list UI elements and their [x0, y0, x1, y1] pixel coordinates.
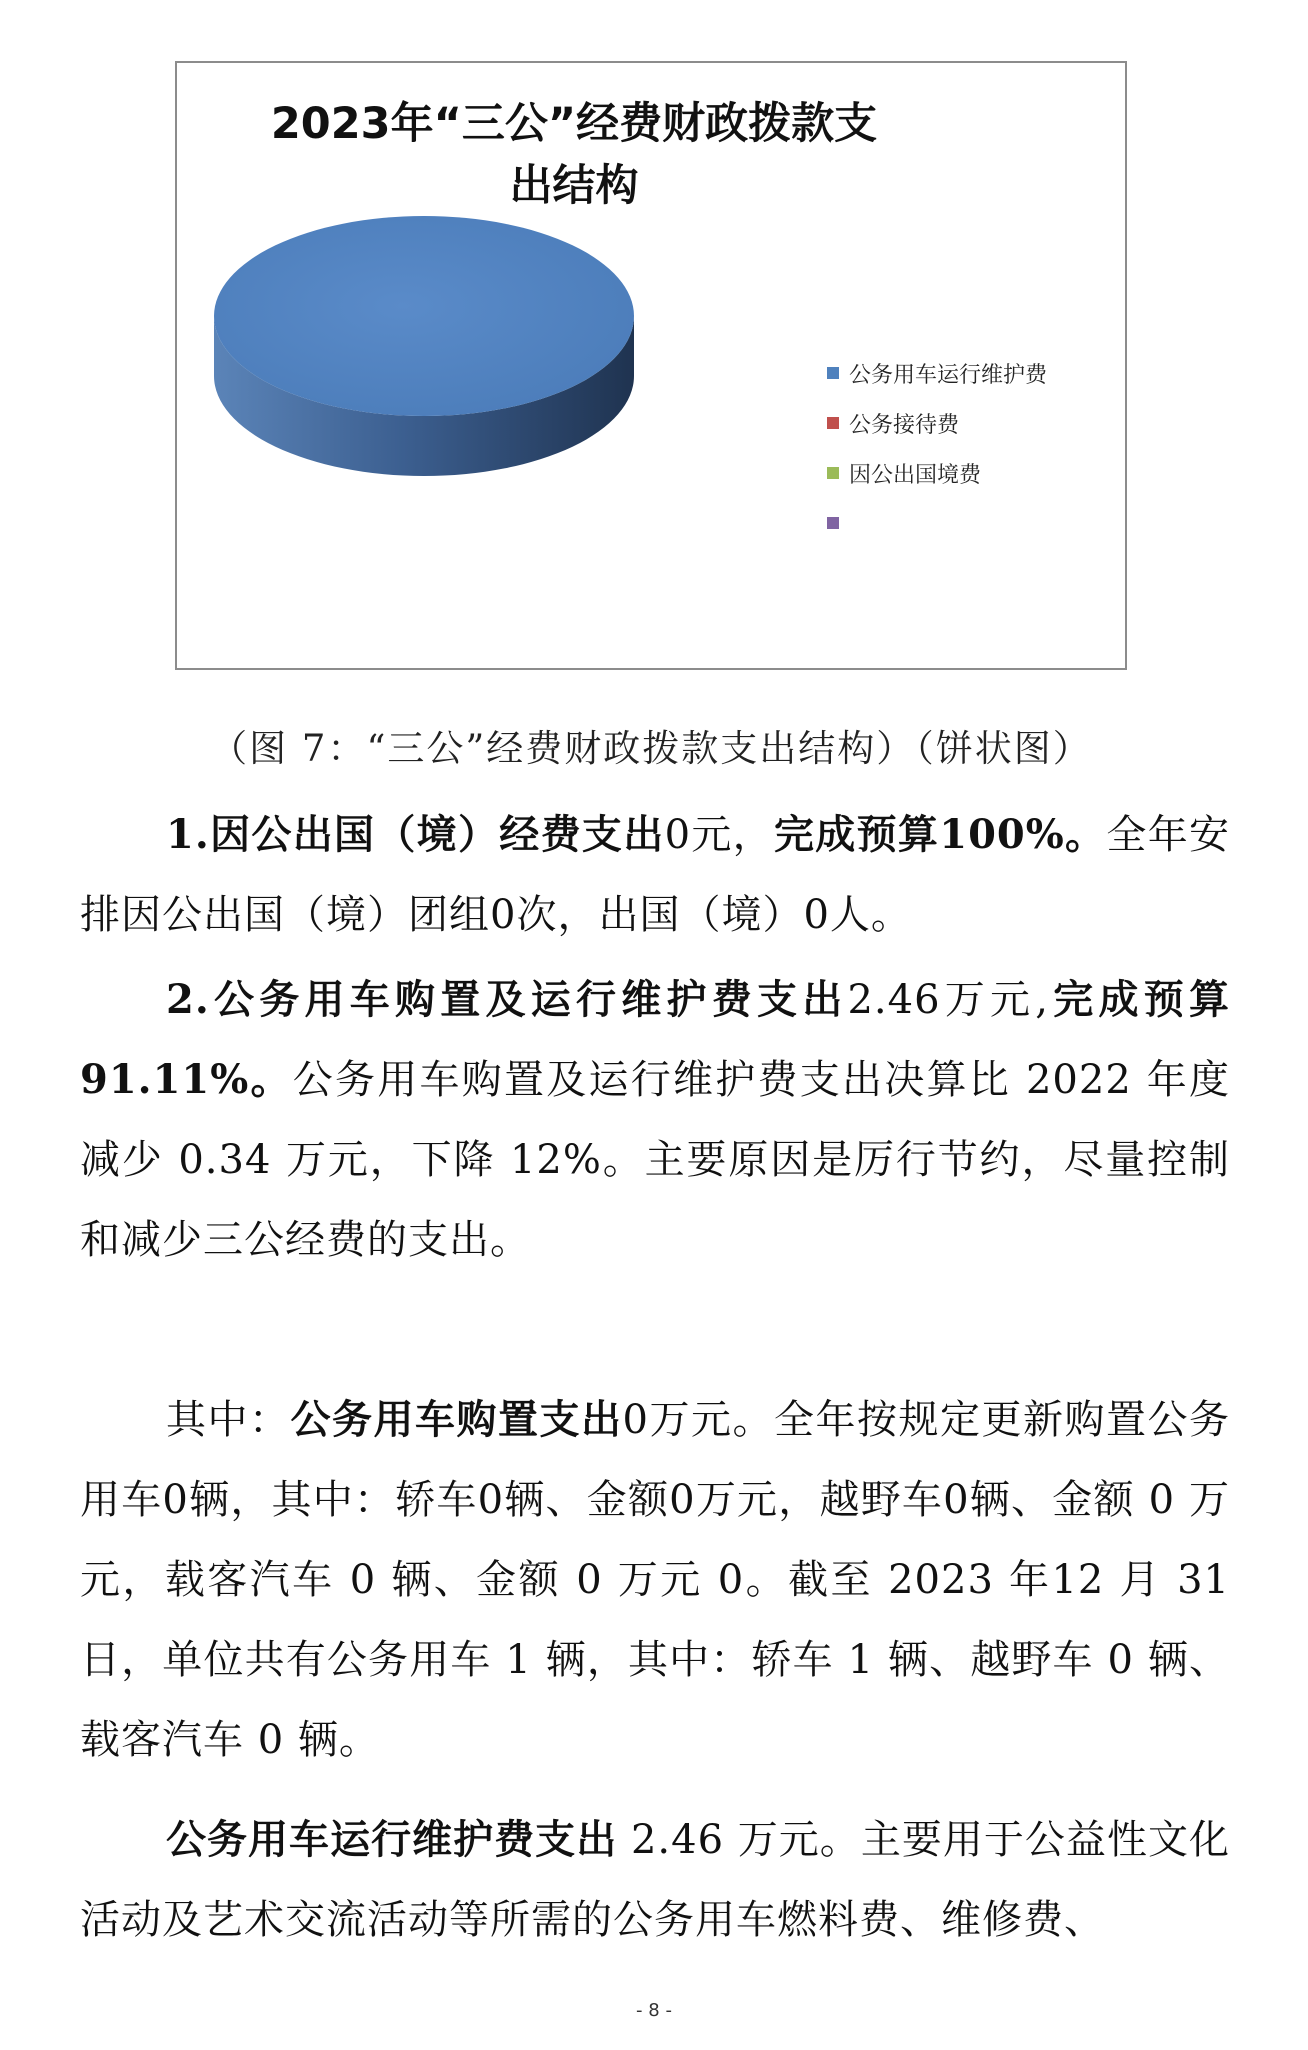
- chart-title-line-1: 2023年“三公”经费财政拨款支: [270, 99, 878, 149]
- paragraph-overseas: [80, 795, 1230, 955]
- figure-caption: （图 7：“三公”经费财政拨款支出结构）（饼状图）: [210, 727, 1092, 770]
- text: 公务用车购置及运行维护费支出决算比 2022 年度减少 0.34 万元，下降 12%。主要原因是厉行节约，尽量控制和减少三公经费的支出。: [80, 1057, 1230, 1263]
- text: 其中：: [166, 1397, 291, 1443]
- legend-item: [827, 498, 1047, 548]
- legend-label: 公务接待费: [849, 412, 960, 438]
- chart-title-line-2: 出结构: [509, 161, 639, 211]
- paragraph-vehicle-maintenance: [80, 1800, 1230, 1960]
- legend-item: [827, 448, 1047, 498]
- legend-swatch-blue: [827, 367, 839, 379]
- legend-swatch-purple: [827, 517, 839, 529]
- legend-swatch-red: [827, 417, 839, 429]
- bold-text: 完成预算91.11%。: [80, 976, 1231, 1103]
- text: 0万元。全年按规定更新购置公务用车0辆，其中：轿车0辆、金额0万元，越野车0辆、金额 0 万元，载客汽车 0 辆、金额 0 万元 0。截至 2023 年12 月 31 日，单位共有公务用车 1 辆，其中：轿车 1 辆、越野车 0 辆、载客汽车 0 辆。: [80, 1397, 1231, 1763]
- bold-heading: 公务用车购置支出: [290, 1396, 623, 1443]
- legend-label: 公务用车运行维护费: [849, 362, 1048, 388]
- text: 2.46 万元。主要用于公益性文化活动及艺术交流活动等所需的公务用车燃料费、维修费、: [80, 1817, 1230, 1943]
- text: 全年安排因公出国（境）团组0次，出国（境）0人。: [80, 812, 1231, 938]
- paragraph-vehicle-purchase: [80, 1380, 1230, 1780]
- chart-legend: [827, 348, 1047, 548]
- pie-slice-top: [214, 216, 634, 416]
- bold-heading: 公务用车运行维护费支出: [166, 1816, 618, 1863]
- bold-heading: 2.公务用车购置及运行维护费支出: [166, 976, 848, 1023]
- legend-item: [827, 398, 1047, 448]
- legend-label: 因公出国境费: [849, 462, 982, 488]
- page-number: - 8 -: [636, 2000, 672, 2021]
- legend-item: [827, 348, 1047, 398]
- bold-text: 完成预算100%。: [773, 811, 1107, 858]
- text: 2.46万元,: [847, 977, 1050, 1023]
- bold-heading: 1.因公出国（境）经费支出: [166, 811, 665, 858]
- text: 0元，: [664, 812, 774, 858]
- paragraph-vehicle: [80, 960, 1230, 1280]
- pie-chart: [175, 61, 1127, 670]
- legend-swatch-green: [827, 467, 839, 479]
